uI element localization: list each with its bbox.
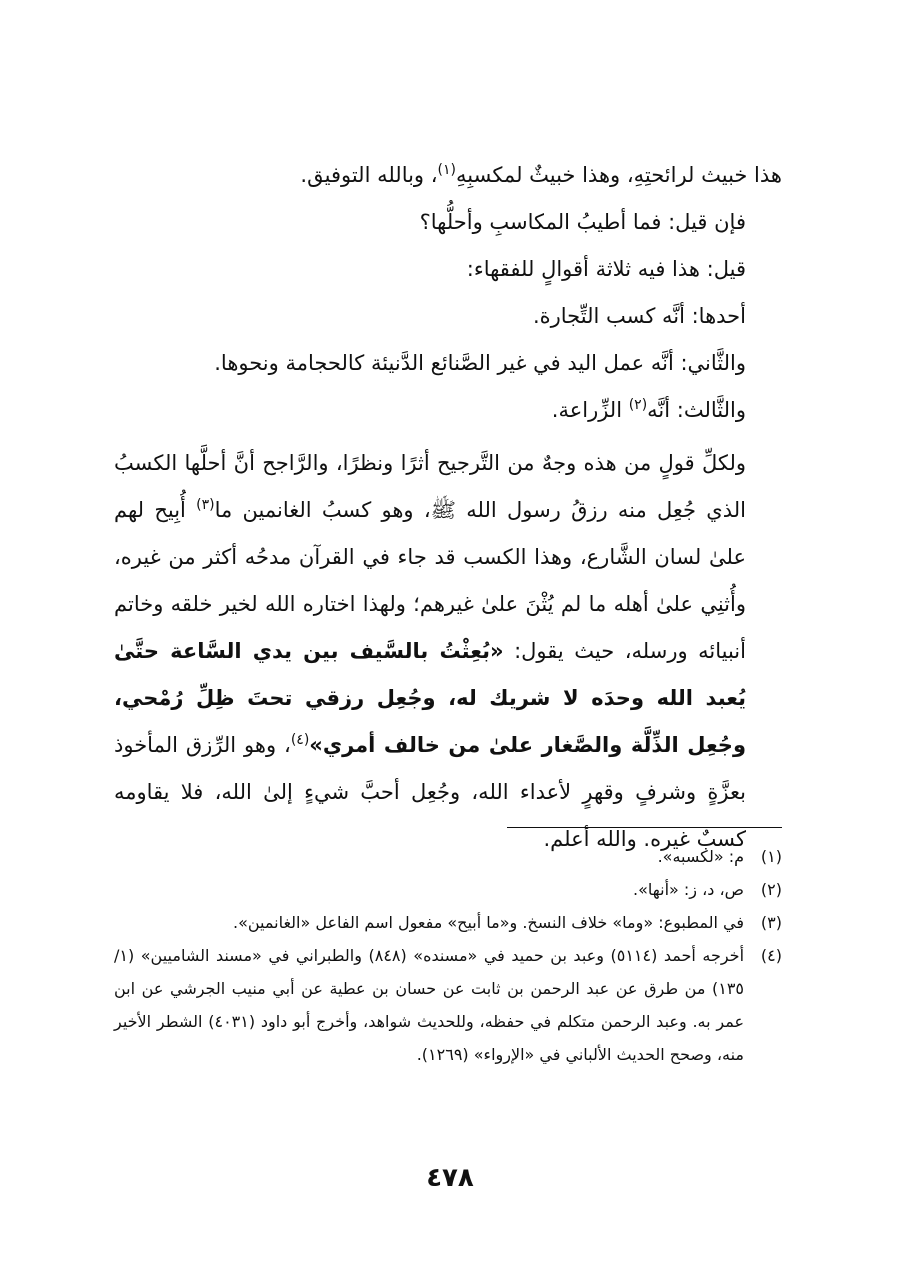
footnote-ref-3[interactable]: (٣) <box>196 497 215 513</box>
paragraph-answer: قيل: هذا فيه ثلاثة أقوالٍ للفقهاء: <box>466 257 746 281</box>
footnote-separator <box>507 827 782 828</box>
footnote-3 <box>114 906 782 939</box>
footnote-text: م: «لكسبه». <box>657 847 744 866</box>
footnote-number: (٣) <box>760 913 782 932</box>
footnote-text: أخرجه أحمد (٥١١٤) وعبد بن حميد في «مسنده» (٨٤٨) والطبراني في «مسند الشاميين» (١/ ١٣٥) من طرق عن عبد الرحمن بن ثابت عن حسان بن عطية عن أبي منيب الجرشي عن ابن عمر به. وعبد الرحمن متكلم في حفظه، وللحديث شواهد، وأخرج أبو داود (٤٠٣١) الشطر الأخير منه، وصحح الحديث الألباني في «الإرواء» (١٢٦٩). <box>114 946 745 1064</box>
main-text <box>114 152 782 863</box>
paragraph-first-opinion: أحدها: أنَّه كسب التِّجارة. <box>532 304 746 328</box>
paragraph-third-opinion: والثَّالث: أنَّه$^{(٢)}$ الزِّراعة. <box>551 397 746 422</box>
footnote-number: (٢) <box>760 880 782 899</box>
footnote-text: ص، د، ز: «أنها». <box>633 880 744 899</box>
paragraph-question: فإن قيل: فما أطيبُ المكاسبِ وأحلُّها؟ <box>419 210 746 234</box>
footnote-ref-2[interactable]: (٢) <box>628 397 648 413</box>
footnote-2 <box>114 873 782 906</box>
hadith-quote: «بُعِثْتُ بالسَّيف بين يدي السَّاعة حتَّىٰ يُعبد الله وحدَه لا شريك له، وجُعِل رزقي تحتَ ظِلِّ رُمْحي، وجُعِل الذِّلَّة والصَّغار علىٰ من خالف أمري» <box>114 639 746 757</box>
footnote-1 <box>114 840 782 873</box>
footnote-ref-4[interactable]: (٤) <box>290 732 310 748</box>
paragraph-1: هذا خبيث لرائحتِهِ، وهذا خبيثٌ لمكسبِهِ$^{(١)}$، وبالله التوفيق. <box>300 162 782 187</box>
page-number: ٤٧٨ <box>426 1163 474 1193</box>
footnote-number: (١) <box>760 847 782 866</box>
paragraph-second-opinion: والثَّاني: أنَّه عمل اليد في غير الصَّنائع الدَّنيئة كالحجامة ونحوها. <box>214 351 746 375</box>
footnotes <box>114 840 782 1071</box>
footnote-text: في المطبوع: «وما» خلاف النسخ. و«ما أبيح» مفعول اسم الفاعل «الغانمين». <box>233 913 744 932</box>
footnote-number: (٤) <box>760 946 782 965</box>
footnote-ref-1[interactable]: (١) <box>437 162 456 178</box>
paragraph-preference: ولكلِّ قولٍ من هذه وجهٌ من التَّرجيح أثرًا ونظرًا، والرَّاجح أنَّ أحلَّها الكسبُ الذي جُعِل منه رزقُ رسول الله ﷺ، وهو كسبُ الغانمين ما$^{(٣)}$ أُبِيح لهم علىٰ لسان الشَّارع، وهذا الكسب قد جاء في القرآن مدحُه أكثر من غيره، وأُثنِي علىٰ أهله ما لم يُثْنَ علىٰ غيرهم؛ ولهذا اختاره الله لخير خلقه وخاتم أنبيائه ورسله، حيث يقول: «بُعِثْتُ بالسَّيف بين يدي السَّاعة حتَّىٰ يُعبد الله وحدَه لا شريك له، وجُعِل رزقي تحتَ ظِلِّ رُمْحي، وجُعِل الذِّلَّة والصَّغار علىٰ من خالف أمري»$^{(٤)}$، وهو الرِّزق المأخوذ بعزَّةٍ وشرفٍ وقهرٍ لأعداء الله، وجُعِل أحبَّ شيءٍ إلىٰ الله، فلا يقاومه كسبٌ غيره. والله أعلم. <box>114 451 747 851</box>
footnote-4 <box>114 939 782 1071</box>
